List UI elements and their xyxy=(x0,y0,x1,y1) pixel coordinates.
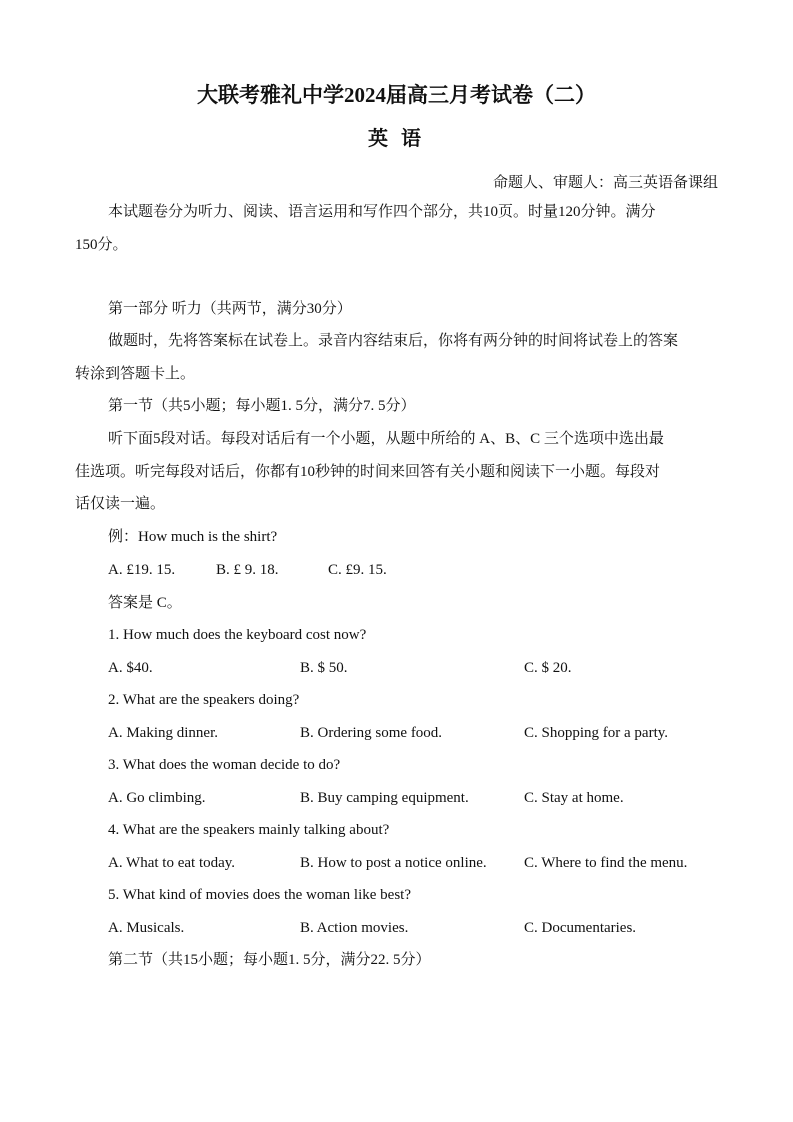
question-4-option-a: A. What to eat today. xyxy=(108,855,236,871)
question-1-option-b: B. $ 50. xyxy=(300,660,348,676)
author-line: 命题人、审题人：高三英语备课组 xyxy=(492,175,718,191)
question-5-option-a: A. Musicals. xyxy=(108,920,185,936)
question-5: 5. What kind of movies does the woman like best? xyxy=(108,887,411,903)
section1-instruction: 佳选项。听完每段对话后，你都有10秒钟的时间来回答有关小题和阅读下一小题。每段对 xyxy=(75,464,661,480)
question-1-option-c: C. $ 20. xyxy=(524,660,572,676)
subject-title: 英 语 xyxy=(368,128,425,150)
section1-instruction: 听下面5段对话。每段对话后有一个小题，从题中所给的 A、B、C 三个选项中选出最 xyxy=(108,431,664,447)
question-2-option-a: A. Making dinner. xyxy=(108,725,218,741)
question-3: 3. What does the woman decide to do? xyxy=(108,757,341,773)
section1-heading: 第一节（共5小题；每小题1. 5分，满分7. 5分） xyxy=(108,398,416,414)
question-3-option-c: C. Stay at home. xyxy=(524,790,624,806)
part1-instruction: 转涂到答题卡上。 xyxy=(75,366,196,382)
example-option-a: A. £19. 15. xyxy=(108,562,176,578)
section2-heading: 第二节（共15小题；每小题1. 5分，满分22. 5分） xyxy=(108,952,431,968)
example-option-c: C. £9. 15. xyxy=(328,562,387,578)
question-2: 2. What are the speakers doing? xyxy=(108,692,300,708)
question-5-option-c: C. Documentaries. xyxy=(524,920,637,936)
question-3-option-a: A. Go climbing. xyxy=(108,790,206,806)
example-question: 例：How much is the shirt? xyxy=(108,529,278,545)
question-1-option-a: A. $40. xyxy=(108,660,153,676)
question-5-option-b: B. Action movies. xyxy=(300,920,409,936)
part1-instruction: 做题时，先将答案标在试卷上。录音内容结束后，你将有两分钟的时间将试卷上的答案 xyxy=(108,333,679,349)
section1-instruction: 话仅读一遍。 xyxy=(75,496,166,512)
exam-title: 大联考雅礼中学2024届高三月考试卷（二） xyxy=(197,83,596,107)
example-answer: 答案是 C。 xyxy=(108,595,182,611)
question-2-option-c: C. Shopping for a party. xyxy=(524,725,669,741)
question-2-option-b: B. Ordering some food. xyxy=(300,725,443,741)
intro-line: 本试题卷分为听力、阅读、语言运用和写作四个部分，共10页。时量120分钟。满分 xyxy=(108,204,656,220)
question-3-option-b: B. Buy camping equipment. xyxy=(300,790,469,806)
question-1: 1. How much does the keyboard cost now? xyxy=(108,627,367,643)
question-4-option-b: B. How to post a notice online. xyxy=(300,855,487,871)
question-4: 4. What are the speakers mainly talking about? xyxy=(108,822,390,838)
intro-line: 150分。 xyxy=(75,237,128,253)
question-4-option-c: C. Where to find the menu. xyxy=(524,855,688,871)
part1-heading: 第一部分 听力（共两节，满分30分） xyxy=(108,301,352,317)
example-option-b: B. £ 9. 18. xyxy=(216,562,279,578)
